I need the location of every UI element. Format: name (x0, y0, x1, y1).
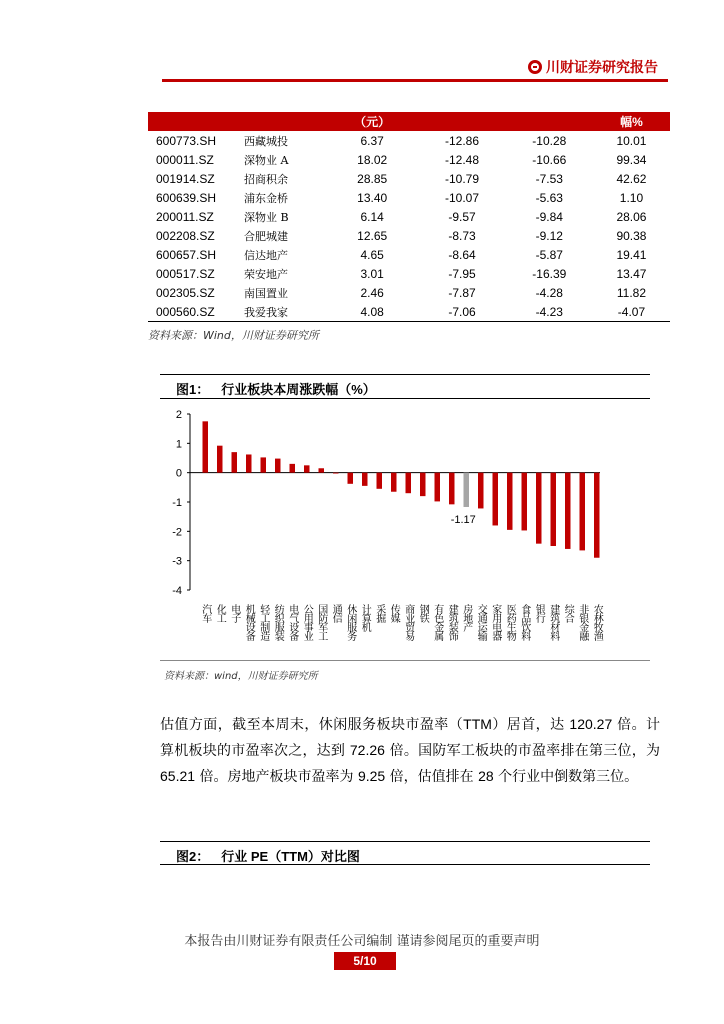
table-body (148, 131, 670, 322)
table-cell: 深物业 A (244, 153, 289, 167)
stock-table (148, 112, 670, 322)
figure1-top-rule (160, 374, 650, 375)
paragraph-segment: 估值方面，截至本周末，休闲服务板块市盈率（ (160, 717, 464, 733)
table-cell: 1.10 (619, 190, 644, 205)
table-header-cell (148, 112, 244, 131)
table-row (148, 226, 670, 245)
table-cell: 000011.SZ (156, 152, 214, 167)
figure1-source-note: 资料来源：wind，川财证券研究所 (164, 671, 318, 682)
chart-bar (333, 473, 339, 474)
chart-bar (217, 446, 223, 473)
table-cell: 18.02 (357, 152, 388, 167)
highlight-data-label: -1.17 (450, 513, 476, 526)
paragraph-segment: 倍。计算机板块的市盈率次之，达到 (160, 717, 661, 759)
table-cell: -4.23 (506, 302, 593, 322)
table-row (148, 283, 670, 302)
figure1-title-text: 行业板块本周涨跌幅（%） (221, 382, 376, 397)
x-category-label: 医药生物 (504, 604, 516, 640)
chart-bar (493, 473, 499, 526)
table-cell: -7.06 (418, 302, 505, 322)
table-cell: -4.28 (535, 285, 563, 300)
table-cell: -4.07 (593, 302, 670, 322)
x-category-label: 银行 (533, 604, 545, 622)
table-cell: -7.53 (535, 171, 563, 186)
paragraph-segment: 个行业中倒数第三位。 (493, 769, 639, 785)
chart-bar (290, 464, 296, 473)
chart-bar (478, 473, 484, 509)
x-category-label: 综合 (562, 604, 574, 622)
x-category-label: 建筑材料 (547, 604, 559, 640)
paragraph-segment: 72.26 (349, 742, 385, 758)
y-tick-label: -1 (172, 497, 182, 509)
table-row (148, 169, 670, 188)
table-cell: -10.07 (445, 190, 480, 205)
x-category-label: 计算机 (359, 604, 371, 631)
table-cell: 11.82 (616, 285, 647, 300)
figure1-label: 图1： (176, 382, 210, 397)
y-tick-label: -4 (172, 585, 182, 597)
table-cell: 10.01 (616, 133, 647, 148)
paragraph-segment: 9.25 (357, 768, 386, 784)
table-cell: -5.87 (535, 247, 563, 262)
table-cell: -10.28 (532, 133, 567, 148)
chart-bar (319, 468, 325, 472)
y-tick-label: 2 (175, 409, 182, 421)
table-cell: -9.57 (448, 209, 476, 224)
table-cell: -16.39 (532, 266, 567, 281)
x-category-label: 有色金属 (431, 604, 443, 640)
table-cell: 12.65 (357, 228, 388, 243)
chart-bar (246, 454, 252, 472)
table-cell: 90.38 (616, 228, 647, 243)
table-row (148, 245, 670, 264)
table-cell: 600639.SH (156, 190, 217, 205)
table-cell: 荣安地产 (244, 267, 288, 281)
table-header-cell (506, 112, 593, 131)
table-cell: -9.84 (535, 209, 563, 224)
paragraph-segment: 120.27 (569, 716, 613, 732)
x-category-label: 电气设备 (286, 604, 298, 640)
table-cell: -7.87 (448, 285, 476, 300)
table-cell: 南国置业 (244, 286, 288, 300)
table-cell: 13.47 (616, 266, 647, 281)
table-cell: 28.85 (357, 171, 388, 186)
table-cell: 001914.SZ (156, 171, 215, 186)
table-cell: 招商积余 (244, 172, 288, 186)
chart-bar (261, 457, 267, 472)
table-cell: 4.65 (360, 247, 384, 262)
chart-bar (348, 473, 354, 484)
table-cell: -7.95 (448, 266, 476, 281)
figure2-label: 图2： (176, 849, 210, 864)
table-cell: -9.12 (535, 228, 563, 243)
table-cell: 002208.SZ (156, 228, 215, 243)
chart-bar (522, 473, 528, 531)
table-cell: -5.63 (535, 190, 563, 205)
table-cell: 深物业 B (244, 210, 289, 224)
chart-bar (420, 473, 426, 496)
paragraph-segment: 28 (478, 768, 494, 784)
x-category-label: 机械设备 (243, 604, 255, 640)
table-cell: 合肥城建 (244, 229, 288, 243)
table-cell: 600773.SH (156, 133, 217, 148)
figure2-title-text: 行业 PE（TTM）对比图 (221, 849, 360, 864)
industry-weekly-change-chart (160, 400, 630, 662)
chart-bar (304, 465, 310, 472)
x-category-label: 通信 (330, 604, 342, 622)
x-category-label: 国防军工 (315, 604, 327, 640)
figure2-title (176, 846, 360, 865)
x-category-label: 采掘 (373, 604, 385, 622)
table-cell: 4.08 (326, 302, 418, 322)
y-tick-label: 1 (175, 438, 182, 451)
table-row (148, 131, 670, 150)
valuation-paragraph (160, 712, 660, 790)
chart-bar (406, 473, 412, 494)
x-category-label: 家用电器 (489, 604, 501, 640)
figure2-title-rule (160, 864, 650, 865)
x-category-label: 化工 (214, 604, 226, 622)
table-cell: 600657.SH (156, 247, 217, 262)
paragraph-segment: TTM (463, 716, 492, 732)
chart-bar (580, 473, 586, 551)
report-header-brand (528, 57, 658, 77)
chart-bar (449, 473, 455, 505)
x-category-label: 传媒 (388, 604, 400, 622)
x-category-label: 商业贸易 (402, 604, 414, 640)
table-cell: 西藏城投 (244, 134, 288, 148)
page-number: 5/10 (334, 952, 396, 970)
paragraph-segment: 倍，估值排在 (385, 769, 479, 785)
table-cell: 002305.SZ (156, 285, 215, 300)
x-category-label: 轻工制造 (257, 604, 269, 640)
table-cell: 信达地产 (244, 248, 288, 262)
x-category-label: 汽车 (199, 604, 211, 622)
table-cell: 我爱我家 (244, 302, 326, 322)
table-cell: 6.14 (360, 209, 384, 224)
table-cell: 200011.SZ (156, 209, 214, 224)
figure1-bottom-rule (160, 660, 650, 661)
table-cell: 19.41 (616, 247, 647, 262)
chart-bar (551, 473, 557, 546)
footer-disclaimer: 本报告由川财证券有限责任公司编制 谨请参阅尾页的重要声明 (184, 934, 540, 949)
company-logo-icon (528, 60, 542, 74)
table-row (148, 302, 670, 322)
paragraph-segment: ）居首，达 (491, 717, 570, 733)
table-cell: -8.64 (448, 247, 476, 262)
x-category-label: 公用事业 (301, 604, 313, 640)
table-row (148, 188, 670, 207)
table-cell: -12.86 (445, 133, 480, 148)
x-category-label: 农林牧渔 (591, 604, 603, 640)
figure2-top-rule (160, 841, 650, 842)
chart-bar (565, 473, 571, 549)
chart-bar (507, 473, 513, 530)
table-cell: -12.48 (445, 152, 480, 167)
chart-bar (464, 473, 470, 507)
chart-bar (377, 473, 383, 489)
x-category-label: 休闲服务 (344, 604, 356, 640)
table-header-cell (244, 112, 326, 131)
table-row (148, 150, 670, 169)
x-category-label: 纺织服装 (272, 604, 284, 640)
x-category-label: 建筑装饰 (446, 604, 458, 640)
x-category-label: 交通运输 (475, 604, 487, 640)
table-header-row (148, 112, 670, 131)
x-category-label: 食品饮料 (518, 604, 530, 640)
table-source-note: 资料来源：Wind，川财证券研究所 (148, 329, 319, 342)
paragraph-segment: 倍。国防军工板块的市盈率排在第三位，为 (384, 743, 661, 759)
chart-bar (275, 459, 281, 473)
chart-bar (391, 473, 397, 492)
chart-bar (435, 473, 441, 502)
x-category-label: 钢铁 (417, 604, 429, 622)
table-cell: 2.46 (360, 285, 384, 300)
header-brand-text: 川财证券研究报告 (546, 59, 658, 75)
table-cell: 6.37 (360, 133, 384, 148)
chart-bar (362, 473, 368, 486)
table-header-cell (418, 112, 505, 131)
table-cell: -8.73 (448, 228, 476, 243)
figure1-title-rule (160, 398, 650, 399)
table-cell: 13.40 (357, 190, 388, 205)
x-category-label: 房地产 (460, 604, 472, 631)
table-cell: 3.01 (360, 266, 384, 281)
table-cell: 浦东金桥 (244, 191, 288, 205)
table-cell: -10.79 (445, 171, 480, 186)
y-tick-label: -3 (172, 555, 182, 568)
chart-bar (536, 473, 542, 544)
table-cell: 28.06 (616, 209, 647, 224)
y-tick-label: 0 (175, 467, 182, 480)
table-row (148, 264, 670, 283)
chart-bar (203, 421, 209, 472)
x-category-label: 电子 (228, 604, 240, 622)
paragraph-segment: 65.21 (160, 768, 196, 784)
header-divider (162, 79, 668, 82)
table-header-cell: 幅% (593, 112, 670, 131)
y-tick-label: -2 (172, 526, 182, 539)
figure1-title (176, 379, 376, 398)
table-cell: 42.62 (616, 171, 647, 186)
chart-bar (594, 473, 600, 558)
paragraph-segment: 倍。房地产板块市盈率为 (195, 769, 358, 785)
chart-bar (232, 452, 238, 473)
table-cell: 99.34 (616, 152, 647, 167)
x-category-label: 非银金融 (576, 604, 588, 640)
table-cell: 000517.SZ (156, 266, 215, 281)
table-header-cell: （元） (326, 112, 418, 131)
table-row (148, 207, 670, 226)
table-cell: -10.66 (532, 152, 567, 167)
table-cell: 000560.SZ (148, 302, 244, 322)
